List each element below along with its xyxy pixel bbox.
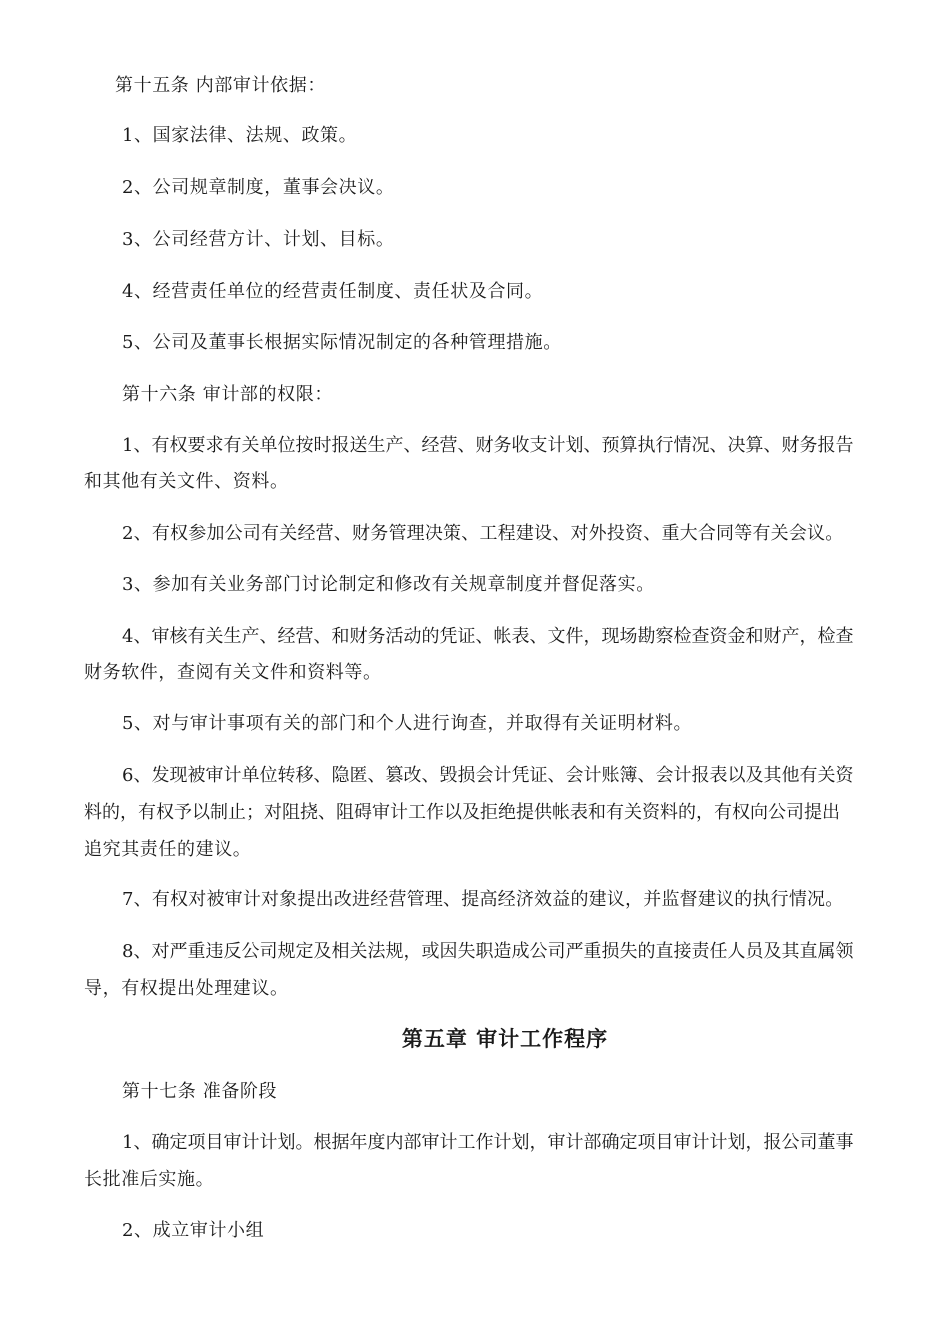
article-16-item-5: 5、对与审计事项有关的部门和个人进行询查，并取得有关证明材料。 — [122, 713, 693, 734]
article-15-item-1: 1、国家法律、法规、政策。 — [122, 125, 358, 146]
article-16-item-3: 3、参加有关业务部门讨论制定和修改有关规章制度并督促落实。 — [122, 574, 655, 595]
article-16-item-6-line-3: 追究其责任的建议。 — [84, 839, 252, 860]
article-16-item-8-line-2: 导，有权提出处理建议。 — [84, 978, 289, 999]
article-15-item-5: 5、公司及董事长根据实际情况制定的各种管理措施。 — [122, 332, 562, 353]
article-17-item-2: 2、成立审计小组 — [122, 1220, 265, 1241]
article-16-item-6-line-1: 6、发现被审计单位转移、隐匿、篡改、毁损会计凭证、会计账簿、会计报表以及其他有关资 — [122, 765, 854, 786]
article-16-item-8-line-1: 8、对严重违反公司规定及相关法规，或因失职造成公司严重损失的直接责任人员及其直属领 — [122, 941, 854, 962]
article-17-title: 第十七条 准备阶段 — [122, 1081, 278, 1102]
article-16-item-2: 2、有权参加公司有关经营、财务管理决策、工程建设、对外投资、重大合同等有关会议。 — [122, 523, 844, 544]
article-17-item-1-line-1: 1、确定项目审计计划。根据年度内部审计工作计划，审计部确定项目审计计划，报公司董事 — [122, 1132, 854, 1153]
article-15-item-2: 2、公司规章制度，董事会决议。 — [122, 177, 395, 198]
article-17-item-1-line-2: 长批准后实施。 — [84, 1169, 215, 1190]
article-15-item-3: 3、公司经营方计、计划、目标。 — [122, 229, 395, 250]
article-15-item-4: 4、经营责任单位的经营责任制度、责任状及合同。 — [122, 281, 544, 302]
article-16-item-7: 7、有权对被审计对象提出改进经营管理、提高经济效益的建议，并监督建议的执行情况。 — [122, 889, 844, 910]
article-15-title: 第十五条 内部审计依据： — [115, 75, 326, 96]
article-16-item-1-line-1: 1、有权要求有关单位按时报送生产、经营、财务收支计划、预算执行情况、决算、财务报告 — [122, 435, 854, 456]
article-16-item-4-line-2: 财务软件，查阅有关文件和资料等。 — [84, 662, 382, 683]
article-16-item-6-line-2: 料的，有权予以制止；对阻挠、阻碍审计工作以及拒绝提供帐表和有关资料的，有权向公司提出 — [84, 802, 840, 823]
article-16-item-1-line-2: 和其他有关文件、资料。 — [84, 471, 289, 492]
chapter-5-heading: 第五章 审计工作程序 — [401, 1027, 609, 1051]
article-16-item-4-line-1: 4、审核有关生产、经营、和财务活动的凭证、帐表、文件，现场勘察检查资金和财产，检查 — [122, 626, 854, 647]
article-16-title: 第十六条 审计部的权限： — [122, 384, 333, 405]
